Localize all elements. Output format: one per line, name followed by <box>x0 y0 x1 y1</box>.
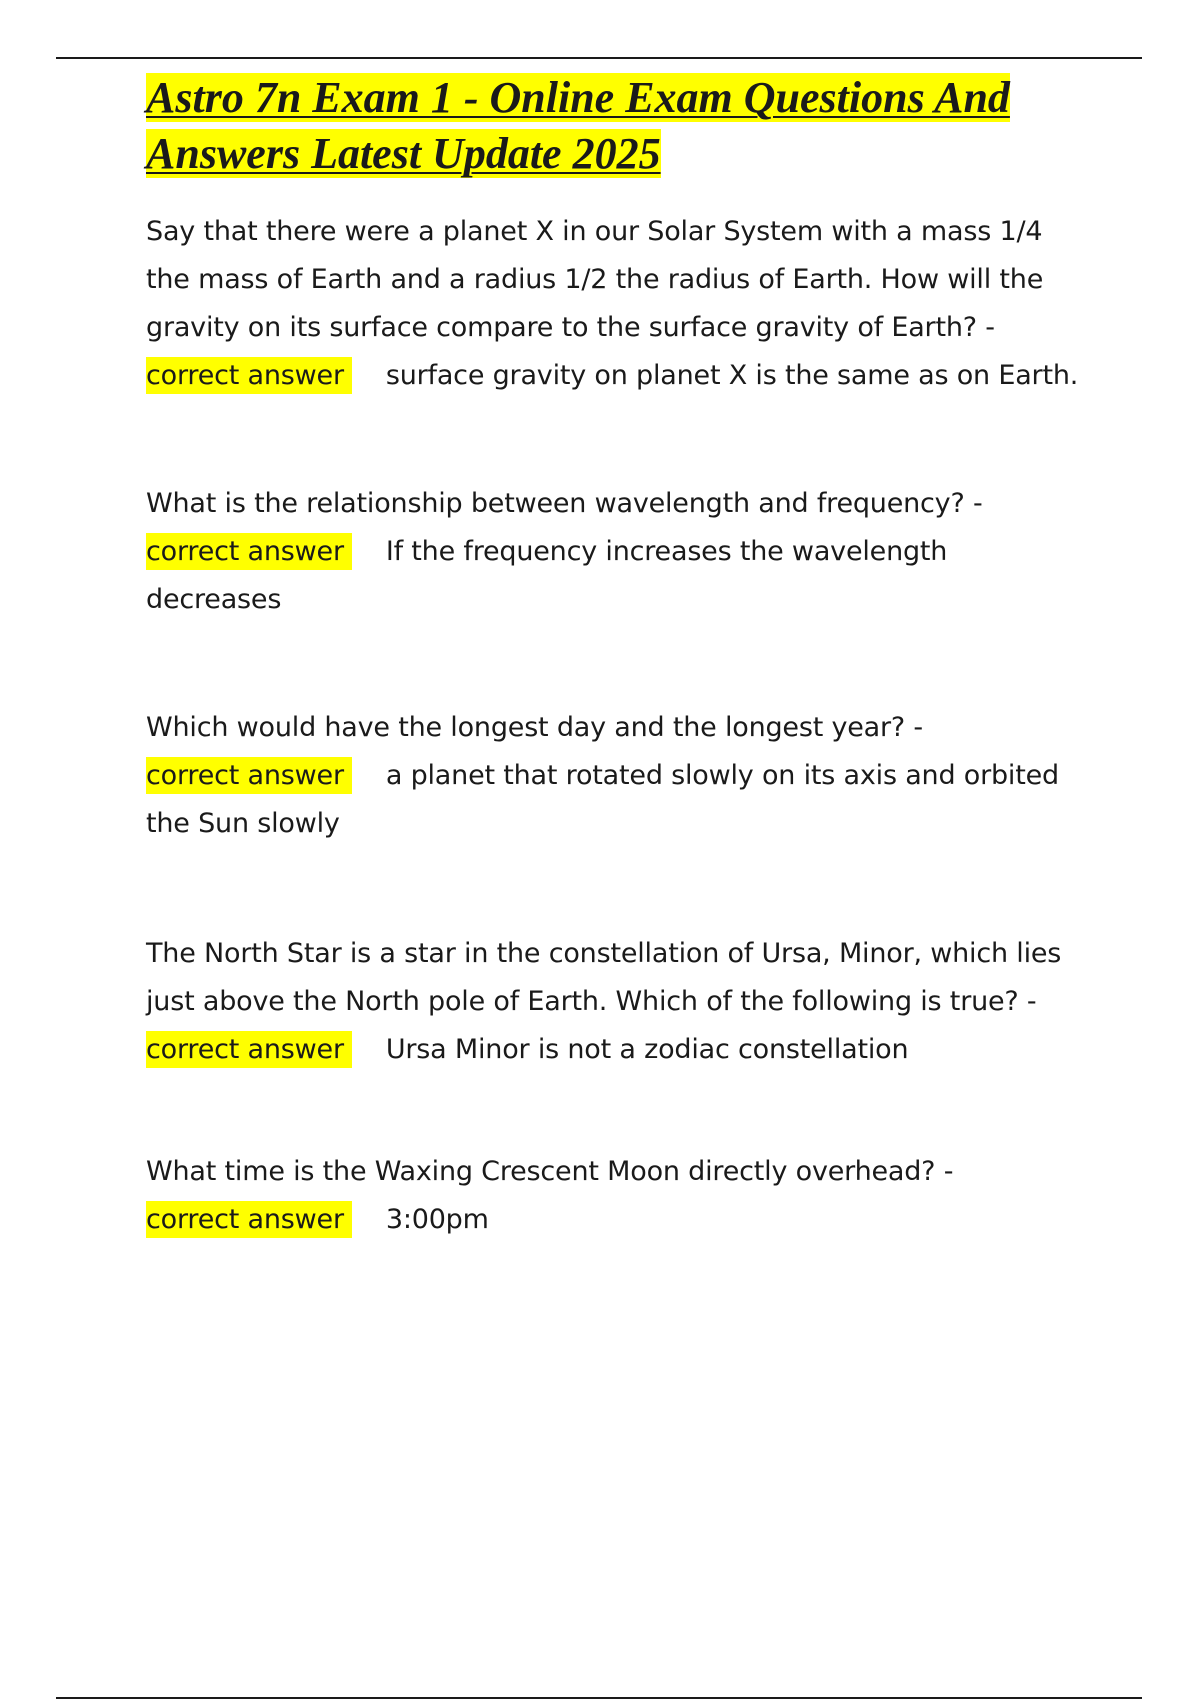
question-text: What time is the Waxing Crescent Moon directly overhead? - <box>146 1156 954 1187</box>
answer-text: surface gravity on planet X is the same as on Earth. <box>385 360 1079 391</box>
question-text: Which would have the longest day and the longest year? - <box>146 712 923 743</box>
question-text: What is the relationship between wavelength and frequency? - <box>146 488 983 519</box>
question-text: Say that there were a planet X in our Solar System with a mass 1/4 the mass of Earth and a radius 1/2 the radius of Earth. How will the gravity on its surface compare to the surface gravity of Earth? - <box>146 216 1044 343</box>
answer-text: If the frequency increases the wavelength decreases <box>146 536 948 615</box>
title-text: Astro 7n Exam 1 - Online Exam Questions And Answers Latest Update 2025 <box>146 73 1010 178</box>
qa-item <box>146 704 1086 848</box>
document-title <box>146 70 1086 182</box>
answer-text: 3:00pm <box>385 1204 489 1235</box>
qa-item <box>146 1148 1086 1244</box>
correct-answer-label: correct answer <box>146 1031 352 1068</box>
top-divider <box>56 57 1142 59</box>
qa-item <box>146 930 1086 1074</box>
correct-answer-label: correct answer <box>146 1201 352 1238</box>
document-body <box>146 70 1086 1244</box>
question-text: The North Star is a star in the constellation of Ursa, Minor, which lies just above the North pole of Earth. Which of the following is true? - <box>146 938 1062 1017</box>
correct-answer-label: correct answer <box>146 357 352 394</box>
qa-item <box>146 480 1086 624</box>
bottom-divider <box>56 1697 1142 1699</box>
correct-answer-label: correct answer <box>146 757 352 794</box>
answer-text: a planet that rotated slowly on its axis and orbited the Sun slowly <box>146 760 1059 839</box>
correct-answer-label: correct answer <box>146 533 352 570</box>
answer-text: Ursa Minor is not a zodiac constellation <box>385 1034 909 1065</box>
qa-item <box>146 208 1086 400</box>
